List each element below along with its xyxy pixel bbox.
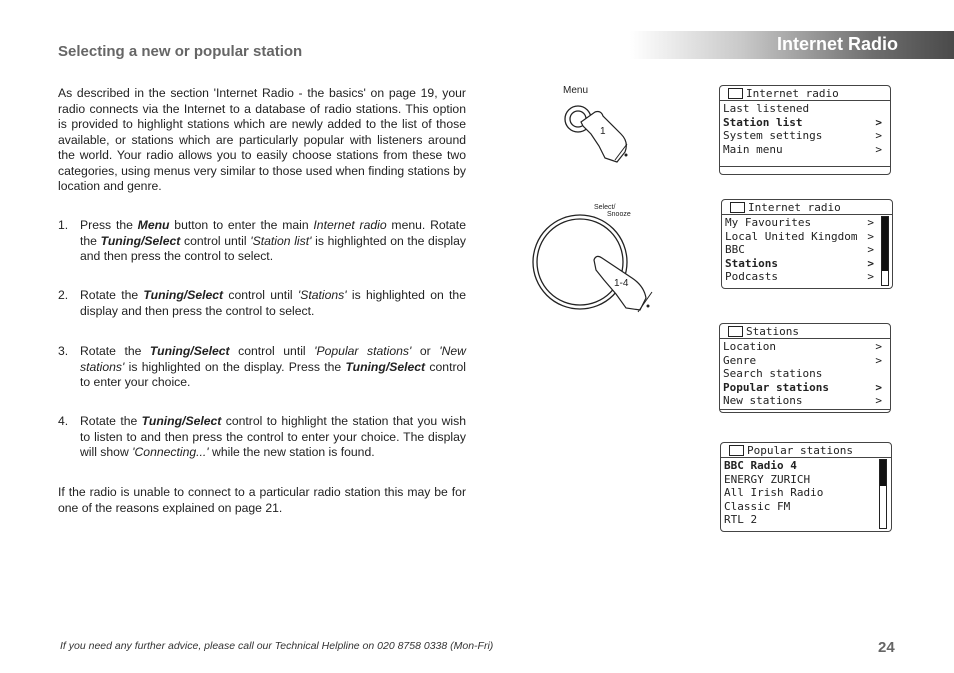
menu-label: Menu — [563, 85, 589, 96]
scrollbar[interactable] — [881, 216, 889, 286]
scrollbar[interactable] — [879, 459, 887, 529]
text-run: Internet radio — [313, 218, 387, 232]
row-label: RTL 2 — [724, 513, 758, 526]
screen-title: Internet radio — [748, 201, 841, 214]
text-run: Tuning/Select — [100, 233, 181, 248]
header-title: Internet Radio — [776, 34, 898, 54]
text-run: Tuning/Select — [143, 288, 224, 302]
row-label: Local United Kingdom — [725, 229, 858, 243]
intro-text: As described in the section 'Internet Radio - the basics' on page 19, your radio connects via the Internet to a database of radio stations. This option is provided to highlight stations which are newly added to the list of those available, or stations which are particularly popular with listeners around the world. Your radio allows you to easily choose stations from these two categories, using menus very similar to those used when finding stations by location and genre. — [58, 86, 466, 193]
row-arrow: > — [875, 115, 882, 129]
select-label-2: Snooze — [607, 211, 631, 218]
step-text — [80, 218, 466, 265]
text-run: is highlighted on the display and then press the control to select. — [80, 288, 466, 318]
row-arrow: > — [867, 216, 874, 229]
text-run: control until — [229, 344, 315, 358]
text-run: Tuning/Select — [149, 344, 230, 358]
intro-paragraph — [58, 86, 466, 195]
step-2 — [58, 288, 466, 319]
scrollbar-thumb[interactable] — [882, 217, 888, 271]
row-arrow: > — [867, 256, 874, 270]
text-run: button to enter the main — [169, 218, 314, 232]
display-screen-3 — [719, 323, 891, 413]
row-label: Popular stations — [723, 380, 829, 394]
screen-title: Internet radio — [746, 87, 839, 100]
row-label: Genre — [723, 353, 757, 367]
text-run: Rotate the — [80, 344, 150, 358]
closing-text: If the radio is unable to connect to a particular radio station this may be for one of the reasons explained on page 21. — [58, 485, 466, 515]
row-label: Classic FM — [724, 499, 791, 513]
menu-row[interactable] — [725, 230, 874, 243]
menu-row[interactable] — [723, 129, 882, 142]
text-run: or — [411, 344, 440, 358]
text-run: is highlighted on the display. Press the — [124, 359, 346, 374]
menu-row-selected[interactable] — [723, 116, 882, 129]
page-number: 24 — [878, 639, 895, 656]
menu-row[interactable] — [724, 500, 873, 513]
row-arrow: > — [867, 229, 874, 243]
row-arrow: > — [867, 270, 874, 283]
row-label: All Irish Radio — [724, 486, 824, 499]
text-run: is highlighted on the display and then press the control to select. — [80, 233, 466, 263]
row-label: Stations — [725, 256, 778, 270]
row-arrow: > — [875, 142, 882, 156]
text-run: control to enter your choice. — [80, 359, 466, 389]
list-icon — [728, 88, 743, 99]
text-run: 'Station list' — [250, 233, 312, 248]
row-arrow: > — [875, 129, 882, 142]
screen-title-bar — [722, 200, 892, 215]
row-label: Location — [723, 340, 776, 353]
text-run: control until — [223, 288, 298, 302]
text-run: menu. Rotate the — [80, 218, 466, 248]
text-run: while the new station is found. — [208, 445, 375, 459]
row-arrow: > — [875, 394, 882, 407]
row-label: Search stations — [723, 367, 823, 380]
step-4 — [58, 414, 466, 461]
row-arrow: > — [875, 380, 882, 394]
menu-row[interactable] — [724, 473, 873, 486]
display-screen-4 — [720, 442, 892, 532]
text-run: Menu — [137, 218, 170, 232]
menu-row[interactable] — [725, 216, 874, 229]
text-run: 'Connecting...' — [132, 445, 209, 459]
step-text — [80, 288, 466, 319]
select-knob-illustration — [530, 212, 670, 320]
text-run: control to highlight the station that you wish to listen to and then press the control to enter your choice. The display will show — [80, 414, 466, 459]
menu-row[interactable] — [724, 513, 873, 526]
menu-row-selected[interactable] — [725, 257, 874, 270]
row-label: My Favourites — [725, 216, 812, 229]
display-screen-1 — [719, 85, 891, 175]
row-label: BBC — [725, 243, 745, 256]
row-label: New stations — [723, 394, 803, 407]
step-text — [80, 344, 466, 391]
menu-row[interactable] — [725, 243, 874, 256]
radio-icon — [728, 326, 743, 337]
menu-row[interactable] — [723, 367, 882, 380]
step-1 — [58, 218, 466, 265]
screen-title: Popular stations — [747, 444, 853, 457]
row-label: Last listened — [723, 102, 810, 115]
scrollbar-thumb[interactable] — [880, 460, 886, 486]
text-run: Rotate the — [80, 288, 144, 302]
menu-row[interactable] — [725, 270, 874, 283]
menu-row[interactable] — [723, 143, 882, 156]
radio-icon — [730, 202, 745, 213]
display-screen-2 — [721, 199, 893, 289]
row-arrow: > — [867, 243, 874, 256]
cuff-button — [647, 305, 650, 308]
step-number: 1. — [58, 218, 69, 232]
menu-row-selected[interactable] — [724, 459, 873, 472]
cuff-button — [625, 154, 628, 157]
menu-row[interactable] — [724, 486, 873, 499]
text-run: control until — [180, 233, 251, 248]
text-run: Rotate the — [80, 414, 142, 428]
menu-row[interactable] — [723, 102, 882, 115]
menu-step-label: 1 — [600, 126, 606, 137]
text-run: Tuning/Select — [345, 359, 426, 374]
step-3 — [58, 344, 466, 391]
select-step-label: 1-4 — [614, 278, 629, 289]
step-text — [80, 414, 466, 461]
screen-title-bar — [721, 443, 891, 458]
screen-divider — [720, 409, 890, 410]
row-label: Station list — [723, 115, 803, 129]
text-run: Tuning/Select — [141, 414, 222, 428]
row-label: System settings — [723, 129, 823, 142]
section-title: Selecting a new or popular station — [58, 43, 303, 60]
row-label: Main menu — [723, 142, 783, 156]
row-arrow: > — [875, 340, 882, 353]
menu-row[interactable] — [723, 354, 882, 367]
text-run: 'New stations' — [80, 344, 466, 374]
text-run: Press the — [80, 218, 138, 232]
menu-row-selected[interactable] — [723, 381, 882, 394]
text-run: 'Popular stations' — [314, 344, 412, 358]
closing-paragraph — [58, 485, 466, 516]
row-label: Podcasts — [725, 270, 778, 283]
screen-divider — [720, 166, 890, 167]
screen-title-bar — [720, 324, 890, 339]
header-bar — [630, 31, 954, 59]
row-label: ENERGY ZURICH — [724, 472, 811, 486]
menu-row[interactable] — [723, 340, 882, 353]
row-label: BBC Radio 4 — [724, 459, 797, 472]
select-label-1: Select/ — [594, 204, 616, 211]
step-number: 2. — [58, 288, 69, 302]
step-number: 3. — [58, 344, 69, 358]
step-number: 4. — [58, 414, 69, 428]
screen-title: Stations — [746, 325, 799, 338]
row-arrow: > — [875, 353, 882, 367]
screen-title-bar — [720, 86, 890, 101]
helpline-note: If you need any further advice, please call our Technical Helpline on 020 8758 0338 (Mon-Fri) — [60, 640, 494, 652]
radio-icon — [729, 445, 744, 456]
menu-row[interactable] — [723, 394, 882, 407]
text-run: 'Stations' — [297, 288, 347, 302]
knob-inner-ring — [537, 219, 623, 305]
